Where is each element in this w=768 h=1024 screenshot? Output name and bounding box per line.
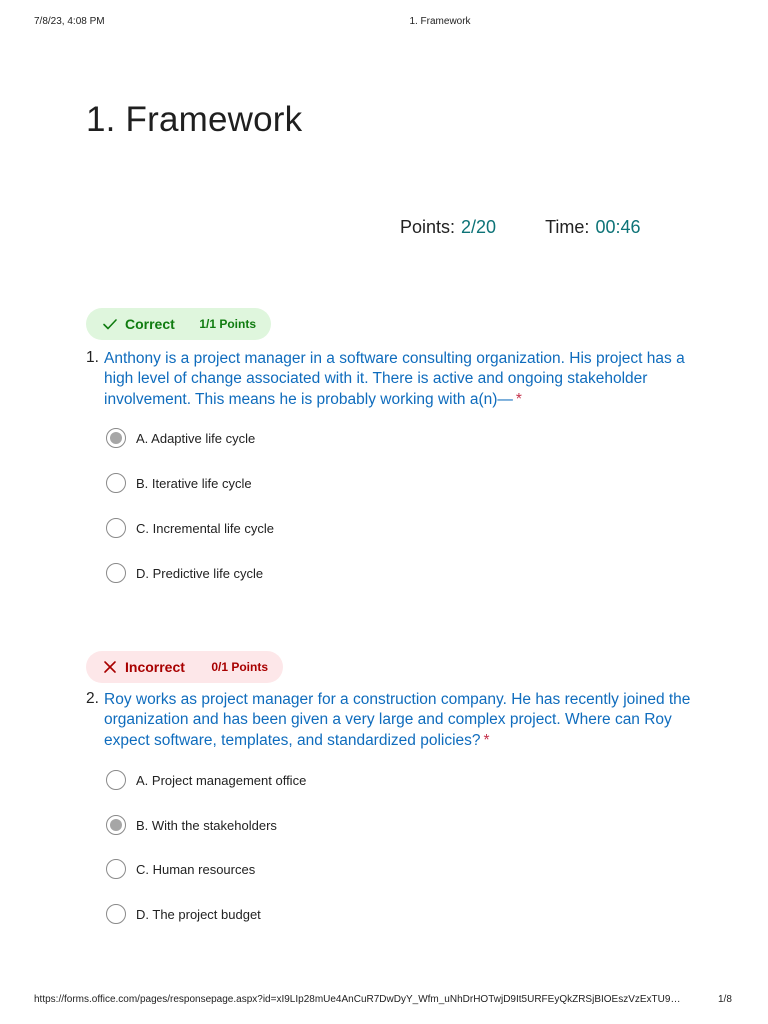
page-number: 1/8 [718, 994, 732, 1005]
question-number: 1. [86, 349, 99, 366]
question-text [104, 349, 696, 410]
page-title: 1. Framework [86, 100, 303, 139]
option-b[interactable] [106, 814, 277, 836]
option-label: B. Iterative life cycle [136, 475, 252, 491]
required-marker: * [483, 731, 490, 749]
option-label: D. The project budget [136, 906, 261, 922]
radio-button-selected[interactable] [106, 815, 126, 835]
question-2 [86, 690, 696, 751]
option-label: B. With the stakeholders [136, 817, 277, 833]
result-badge-correct [86, 308, 271, 340]
radio-button[interactable] [106, 518, 126, 538]
option-label: A. Adaptive life cycle [136, 430, 256, 446]
option-a[interactable] [106, 769, 306, 791]
question-text-body: Roy works as project manager for a construction company. He has recently joined the organization and has been given a very large and complex project. Where can Roy expect software, templates, and standardized policies? [104, 691, 691, 749]
points-value: 2/20 [461, 217, 497, 237]
points-stat [400, 217, 501, 237]
points-label: Points: [400, 217, 456, 237]
radio-button-selected[interactable] [106, 428, 126, 448]
radio-button[interactable] [106, 859, 126, 879]
radio-button[interactable] [106, 473, 126, 493]
radio-button[interactable] [106, 904, 126, 924]
radio-button[interactable] [106, 770, 126, 790]
question-1 [86, 349, 696, 410]
question-text [104, 690, 696, 751]
result-points: 1/1 Points [199, 317, 256, 331]
result-status: Incorrect [125, 659, 185, 675]
print-doc-title: 1. Framework [409, 16, 471, 27]
option-c[interactable] [106, 517, 274, 539]
result-points: 0/1 Points [211, 660, 268, 674]
time-label: Time: [545, 217, 590, 237]
result-status: Correct [125, 316, 175, 332]
question-number: 2. [86, 690, 99, 707]
question-text-body: Anthony is a project manager in a software consulting organization. His project has a high level of change associated with it. There is active and ongoing stakeholder involvement. This means he is probably working with a(n)— [104, 350, 685, 408]
time-stat [545, 217, 640, 237]
option-b[interactable] [106, 472, 252, 494]
option-d[interactable] [106, 903, 261, 925]
option-c[interactable] [106, 858, 255, 880]
radio-button[interactable] [106, 563, 126, 583]
option-d[interactable] [106, 562, 263, 584]
quiz-stats [400, 217, 640, 238]
x-icon [102, 659, 118, 675]
page-url: https://forms.office.com/pages/responsepage.aspx?id=xI9LIp28mUe4AnCuR7DwDyY_Wfm_uNhDrHOTwjD9It5URFEyQkZRSjBIOEszVzExTU9… [34, 994, 681, 1005]
required-marker: * [515, 390, 522, 408]
option-a[interactable] [106, 427, 255, 449]
print-date: 7/8/23, 4:08 PM [34, 16, 105, 27]
time-value: 00:46 [595, 217, 641, 237]
option-label: A. Project management office [136, 772, 307, 788]
option-label: D. Predictive life cycle [136, 565, 264, 581]
option-label: C. Incremental life cycle [136, 520, 274, 536]
print-header [0, 16, 768, 30]
result-badge-incorrect [86, 651, 283, 683]
checkmark-icon [102, 316, 118, 332]
option-label: C. Human resources [136, 861, 256, 877]
